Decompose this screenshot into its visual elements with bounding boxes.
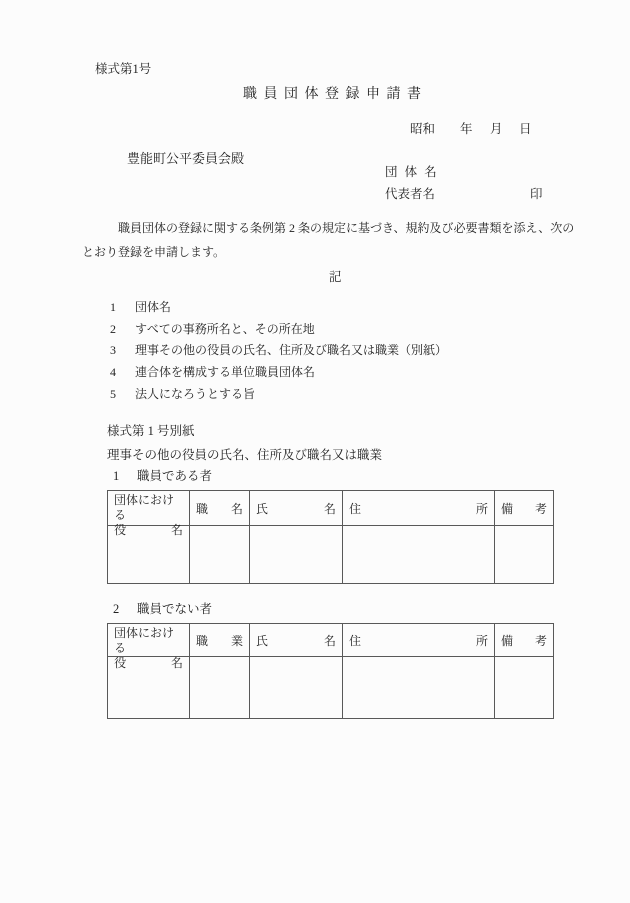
list-item-text: 法人になろうとする旨 bbox=[135, 387, 256, 401]
section-1-label bbox=[113, 466, 212, 484]
body-paragraph-line-1: 職員団体の登録に関する条例第 2 条の規定に基づき、規約及び必要書類を添え、次の bbox=[118, 221, 575, 235]
list-item bbox=[110, 320, 315, 337]
date-month-label: 月 bbox=[490, 122, 503, 136]
table-header-role-in-organization bbox=[108, 491, 190, 537]
attachment-heading: 理事その他の役員の氏名、住所及び職名又は職業 bbox=[107, 448, 383, 462]
table-header-line-2-left: 役 bbox=[114, 656, 127, 670]
table-header-line-1: 団体における bbox=[114, 493, 175, 522]
organization-name-label: 団 体 名 bbox=[385, 165, 437, 179]
table-empty-cell bbox=[108, 657, 190, 718]
table-header-line-1: 団体における bbox=[114, 626, 175, 655]
list-item bbox=[110, 298, 171, 315]
form-number: 様式第1号 bbox=[95, 62, 152, 76]
body-paragraph-line-2: とおり登録を申請します。 bbox=[82, 245, 226, 259]
list-item bbox=[110, 385, 255, 402]
list-item-number: 3 bbox=[110, 343, 116, 357]
table-empty-cell bbox=[190, 657, 250, 718]
table-empty-cell bbox=[250, 657, 343, 718]
table-empty-cell bbox=[495, 657, 553, 718]
list-item-number: 2 bbox=[110, 322, 116, 336]
table-header-line-2-right: 名 bbox=[170, 523, 183, 537]
table-empty-cell bbox=[190, 526, 250, 583]
date-era-label: 昭和 bbox=[410, 122, 436, 136]
table-empty-cell bbox=[250, 526, 343, 583]
table-empty-cell bbox=[495, 526, 553, 583]
table-members-who-are-not-staff bbox=[107, 623, 554, 719]
section-number: 2 bbox=[113, 602, 120, 616]
table-empty-cell bbox=[343, 526, 495, 583]
representative-name-label: 代表者名 bbox=[385, 187, 436, 201]
addressee: 豊能町公平委員会殿 bbox=[127, 151, 245, 166]
table-header-line-2-right: 名 bbox=[170, 656, 183, 670]
table-members-who-are-staff bbox=[107, 490, 554, 584]
table-header-name: 氏 名 bbox=[250, 491, 343, 526]
list-item-number: 4 bbox=[110, 365, 116, 379]
attachment-form-number: 様式第 1 号別紙 bbox=[107, 424, 195, 438]
date-line bbox=[410, 122, 540, 138]
table-header-line-2-left: 役 bbox=[114, 523, 127, 537]
seal-label: 印 bbox=[530, 187, 543, 201]
table-header-remarks: 備 考 bbox=[495, 624, 553, 657]
table-header-address: 住 所 bbox=[343, 491, 495, 526]
table-empty-cell bbox=[343, 657, 495, 718]
section-title: 職員でない者 bbox=[137, 602, 213, 616]
list-item-number: 1 bbox=[110, 300, 116, 314]
list-item-text: 団体名 bbox=[135, 300, 172, 314]
table-header-role-in-organization bbox=[108, 624, 190, 670]
section-number: 1 bbox=[113, 469, 120, 483]
table-header-name: 氏 名 bbox=[250, 624, 343, 657]
section-2-label bbox=[113, 599, 212, 617]
table-header-job-title: 職 名 bbox=[190, 491, 250, 526]
list-item-text: すべての事務所名と、その所在地 bbox=[135, 322, 315, 336]
table-empty-cell bbox=[108, 526, 190, 583]
list-item bbox=[110, 341, 447, 358]
date-day-label: 日 bbox=[519, 122, 532, 136]
document-title: 職 員 団 体 登 録 申 請 書 bbox=[243, 87, 421, 102]
table-header-address: 住 所 bbox=[343, 624, 495, 657]
list-item-text: 理事その他の役員の氏名、住所及び職名又は職業（別紙） bbox=[135, 343, 448, 357]
date-year-label: 年 bbox=[460, 122, 473, 136]
list-item bbox=[110, 363, 315, 380]
section-title: 職員である者 bbox=[137, 469, 213, 483]
list-item-text: 連合体を構成する単位職員団体名 bbox=[135, 365, 316, 379]
table-header-occupation: 職 業 bbox=[190, 624, 250, 657]
list-item-number: 5 bbox=[110, 387, 116, 401]
table-header-remarks: 備 考 bbox=[495, 491, 553, 526]
record-marker: 記 bbox=[329, 270, 342, 284]
